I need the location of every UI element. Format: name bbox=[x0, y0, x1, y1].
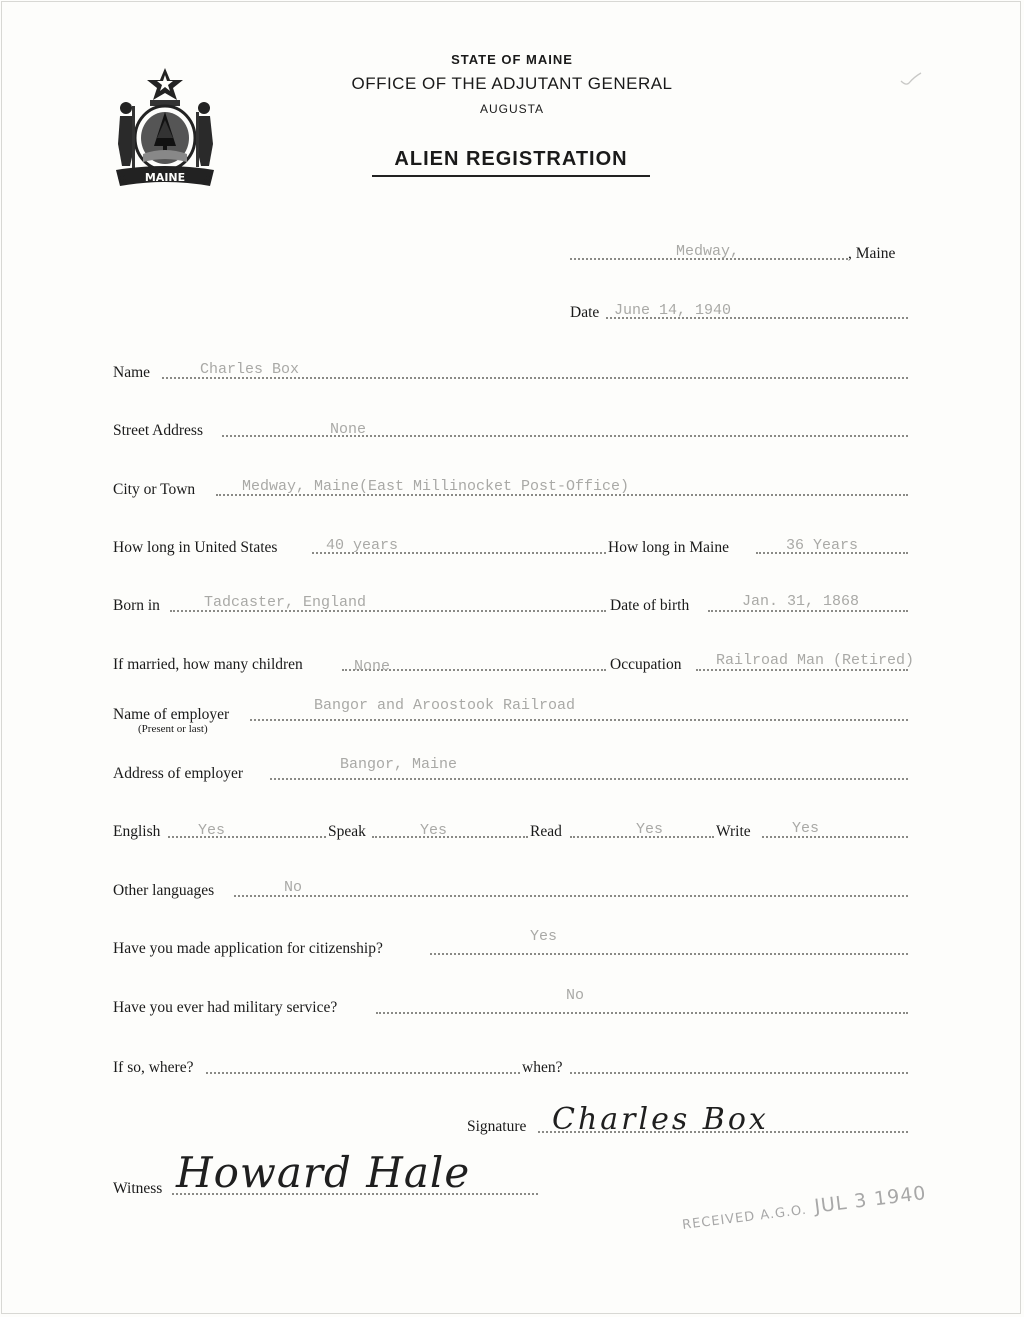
stamp-line-1: RECEIVED A.G.O. bbox=[681, 1202, 808, 1233]
date-of-birth-value: Jan. 31, 1868 bbox=[742, 593, 860, 610]
military-dotted-line bbox=[376, 1012, 908, 1014]
name-value: Charles Box bbox=[200, 361, 300, 378]
date-of-birth-label: Date of birth bbox=[610, 597, 690, 614]
witness-value: Howard Hale bbox=[176, 1148, 471, 1197]
born-in-value: Tadcaster, England bbox=[204, 594, 367, 611]
street-address-label: Street Address bbox=[113, 422, 203, 439]
write-value: Yes bbox=[792, 820, 820, 837]
header-state: STATE OF MAINE bbox=[451, 52, 573, 67]
military-label: Have you ever had military service? bbox=[113, 999, 338, 1016]
employer-value: Bangor and Aroostook Railroad bbox=[314, 697, 576, 714]
employer-address-value: Bangor, Maine bbox=[340, 756, 458, 773]
header-city: AUGUSTA bbox=[479, 102, 545, 116]
how-long-us-value: 40 years bbox=[326, 537, 399, 554]
date-label: Date bbox=[570, 304, 600, 321]
speak-value: Yes bbox=[420, 822, 448, 839]
street-address-value: None bbox=[330, 421, 367, 438]
date-value: June 14, 1940 bbox=[614, 302, 732, 319]
occupation-value: Railroad Man (Retired) bbox=[716, 652, 915, 669]
english-dotted-line bbox=[168, 836, 326, 838]
if-so-where-dotted-line bbox=[206, 1072, 520, 1074]
write-dotted-line bbox=[762, 836, 908, 838]
other-languages-value: No bbox=[284, 879, 303, 896]
when-dotted-line bbox=[570, 1072, 908, 1074]
other-languages-dotted-line bbox=[234, 895, 908, 897]
how-long-maine-value: 36 Years bbox=[786, 537, 859, 554]
city-value: Medway, Maine(East Millinocket Post-Office) bbox=[242, 478, 630, 495]
when-label: when? bbox=[522, 1059, 563, 1076]
signature-label: Signature bbox=[467, 1118, 527, 1135]
town-value: Medway, bbox=[676, 243, 740, 260]
english-label: English bbox=[113, 823, 161, 840]
english-value: Yes bbox=[198, 822, 226, 839]
speak-dotted-line bbox=[372, 836, 528, 838]
speak-label: Speak bbox=[328, 823, 366, 840]
town-suffix: , Maine bbox=[848, 245, 896, 262]
signature-value: Charles Box bbox=[552, 1102, 769, 1137]
employer-address-label: Address of employer bbox=[113, 765, 243, 782]
citizenship-dotted-line bbox=[430, 953, 908, 955]
how-long-us-label: How long in United States bbox=[113, 539, 278, 556]
city-label: City or Town bbox=[113, 481, 196, 498]
other-languages-label: Other languages bbox=[113, 882, 215, 899]
citizenship-label: Have you made application for citizenship? bbox=[113, 940, 383, 957]
header-office: OFFICE OF THE ADJUTANT GENERAL bbox=[351, 74, 673, 93]
children-value: None bbox=[354, 658, 391, 675]
how-long-maine-label: How long in Maine bbox=[608, 539, 729, 556]
stamp-line-2: JUL 3 1940 bbox=[813, 1182, 928, 1218]
employer-address-dotted-line bbox=[270, 778, 908, 780]
if-so-where-label: If so, where? bbox=[113, 1059, 194, 1076]
children-label: If married, how many children bbox=[113, 656, 303, 673]
born-in-label: Born in bbox=[113, 597, 160, 614]
read-value: Yes bbox=[636, 821, 664, 838]
employer-label: Name of employer bbox=[113, 706, 230, 723]
military-value: No bbox=[566, 987, 585, 1004]
witness-label: Witness bbox=[113, 1180, 163, 1197]
occupation-label: Occupation bbox=[610, 656, 682, 673]
write-label: Write bbox=[716, 823, 751, 840]
read-label: Read bbox=[530, 823, 562, 840]
name-label: Name bbox=[113, 364, 151, 381]
street-address-dotted-line bbox=[222, 435, 908, 437]
employer-sublabel: (Present or last) bbox=[138, 723, 208, 735]
form-title: ALIEN REGISTRATION bbox=[372, 148, 650, 177]
employer-dotted-line bbox=[250, 719, 908, 721]
seal-banner-text: MAINE bbox=[144, 171, 186, 184]
citizenship-value: Yes bbox=[530, 928, 558, 945]
